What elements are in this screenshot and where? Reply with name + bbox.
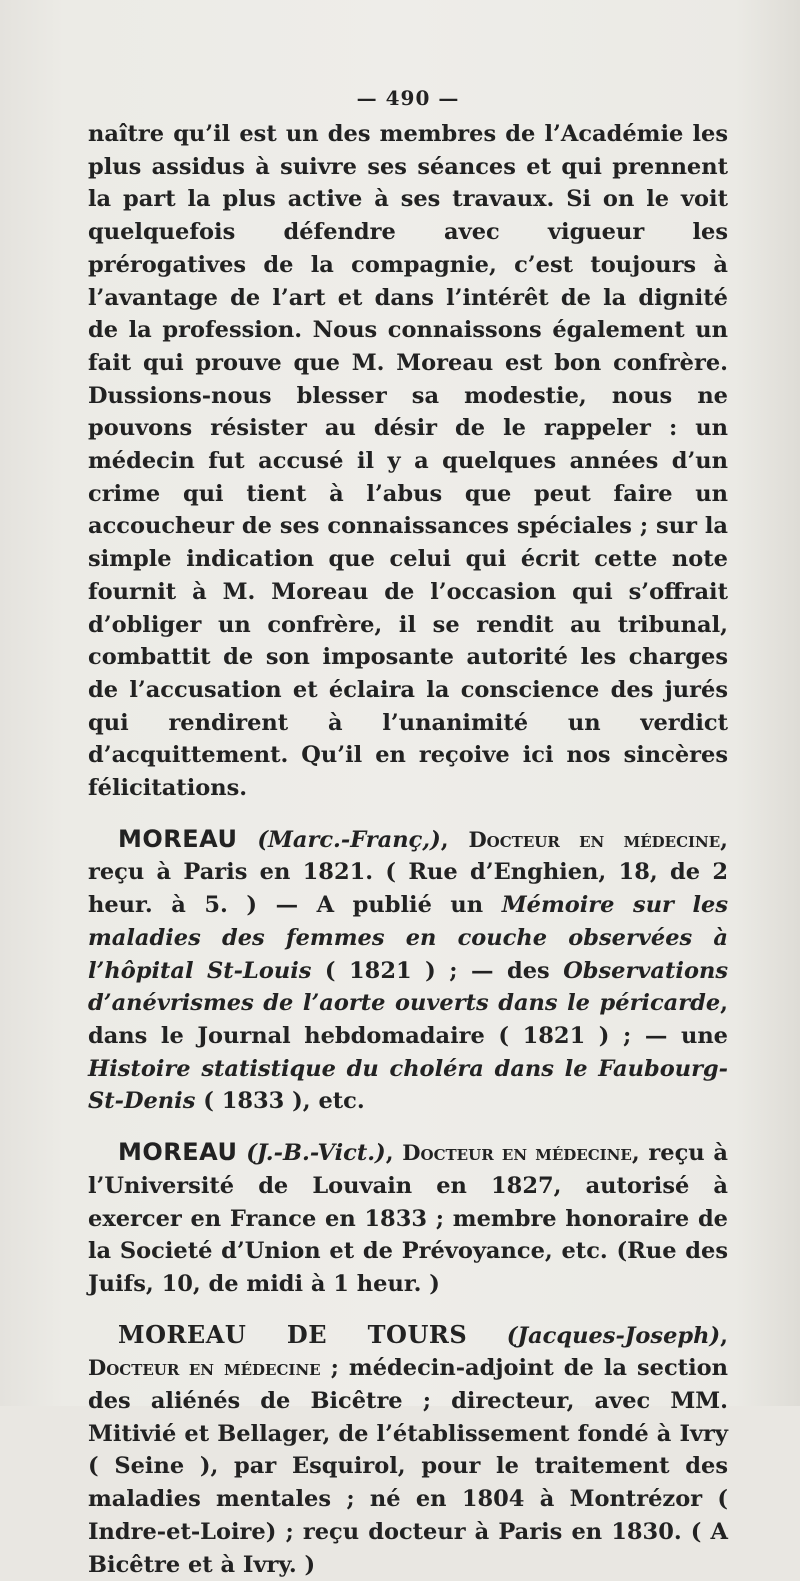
- entry-title: Docteur en: [88, 1355, 214, 1381]
- entry-moreau-jb: MOREAU (J.-B.-Vict.), Docteur en médecine, reçu à l’Université de Louvain en 1827, autorisé à exercer en France en 1833 ; membre honoraire de la Societé d’Union et de Prévoyance, etc. (Rue des Juifs, 10, de midi à 1 heur. ): [88, 1138, 728, 1297]
- entry-title: Docteur en médecine: [468, 826, 721, 852]
- entry-surname: MOREAU: [118, 1138, 238, 1167]
- entry-text: ( 1821 ) ; — des: [311, 957, 564, 984]
- entry-text: , reçu à Paris en 1821. ( Rue d’Enghien, 18, de 2 heur. à 5. ) — A publié un: [88, 826, 729, 919]
- entry-moreau-de-tours: MOREAU DE TOURS (Jacques-Joseph), Docteur en médecine ; médecin-adjoint de la section des aliénés de Bicêtre ; directeur, avec MM. Mitivié et Bellager, de l’établissement fondé à Ivry ( Seine ), par Esquirol, pour le traitement des maladies mentales ; né en 1804 à Montrézor ( Indre-et-Loire) ; reçu docteur à Paris en 1830. ( A Bicêtre et à Ivry. ): [88, 1319, 728, 1578]
- page-content: [88, 84, 728, 1581]
- entry-title: Docteur en médecine: [402, 1140, 632, 1166]
- entry-given-names: (Marc.-Franç,): [257, 826, 441, 853]
- entry-moreau-marc: MOREAU (Marc.-Franç,), Docteur en médecine, reçu à Paris en 1821. ( Rue d’Enghien, 18, de 2 heur. à 5. ) — A publié un Mémoire sur les maladies des femmes en couche observées à l’hôpital St-Louis ( 1821 ) ; — des Observations d’anévrismes de l’aorte ouverts dans le péricarde, dans le Journal hebdomadaire ( 1821 ) ; — une Histoire statistique du choléra dans le Faubourg-St-Denis ( 1833 ), etc.: [88, 824, 729, 1115]
- entry-surname: MOREAU: [118, 824, 238, 853]
- intro-paragraph: naître qu’il est un des membres de l’Académie les plus assidus à suivre ses séances et qui prennent la part la plus active à ses travaux. Si on le voit quelquefois défendre avec vigueur les prérogatives de la compagnie, c’est toujours à l’avantage de l’art et dans l’intérêt de la dignité de la profession. Nous connaissons également un fait qui prouve que M. Moreau est bon confrère. Dussions-nous blesser sa modestie, nous ne pouvons résister au désir de le rappeler : un médecin fut accusé il y a quelques années d’un crime qui tient à l’abus que peut faire un accoucheur de ses connaissances spéciales ; sur la simple indication que celui qui écrit cette note fournit à M. Moreau de l’occasion qui s’offrait d’obliger un confrère, il se rendit au tribunal, combattit de son imposante autorité les charges de l’accusation et éclaira la conscience des jurés qui rendirent à l’unanimité un verdict d’acquittement. Qu’il en reçoive ici nos sincères félicitations.: [88, 121, 728, 802]
- entry-text: ; médecin-adjoint de la section des aliénés de Bicêtre ; directeur, avec MM. Mitivié et Bellager, de l’établissement fondé à Ivry ( Seine ), par Esquirol, pour le traitement des maladies mentales ; né en 1804 à Montrézor ( Indre-et-Loire) ; reçu docteur à Paris en 1830. ( A Bicêtre et à Ivry. ): [88, 1355, 728, 1578]
- entry-work-title: Histoire statistique du choléra dans le Faubourg-St-Denis: [88, 1055, 728, 1115]
- entry-surname: MOREAU DE TOURS: [118, 1319, 468, 1349]
- entry-title: médecine: [224, 1355, 321, 1381]
- entry-given-names: (Jacques-Joseph): [506, 1322, 721, 1349]
- entry-given-names: (J.-B.-Vict.): [246, 1140, 386, 1167]
- entry-work-title: Observations d’anévrismes de l’aorte ouverts dans le péricarde: [88, 957, 728, 1017]
- entry-text: , reçu à l’Université de Louvain en 1827, autorisé à exercer en France en 1833 ; membre honoraire de la Societé d’Union et de Prévoyance, etc. (Rue des Juifs, 10, de midi à 1 heur. ): [88, 1140, 728, 1297]
- entry-text: , dans le Journal hebdomadaire ( 1821 ) ; — une: [88, 990, 728, 1049]
- page-number: — 490 —: [356, 86, 460, 110]
- entry-work-title: Mémoire sur les maladies des femmes en couche observées à l’hôpital St-Louis: [88, 892, 728, 984]
- entry-text: ( 1833 ), etc.: [195, 1088, 365, 1115]
